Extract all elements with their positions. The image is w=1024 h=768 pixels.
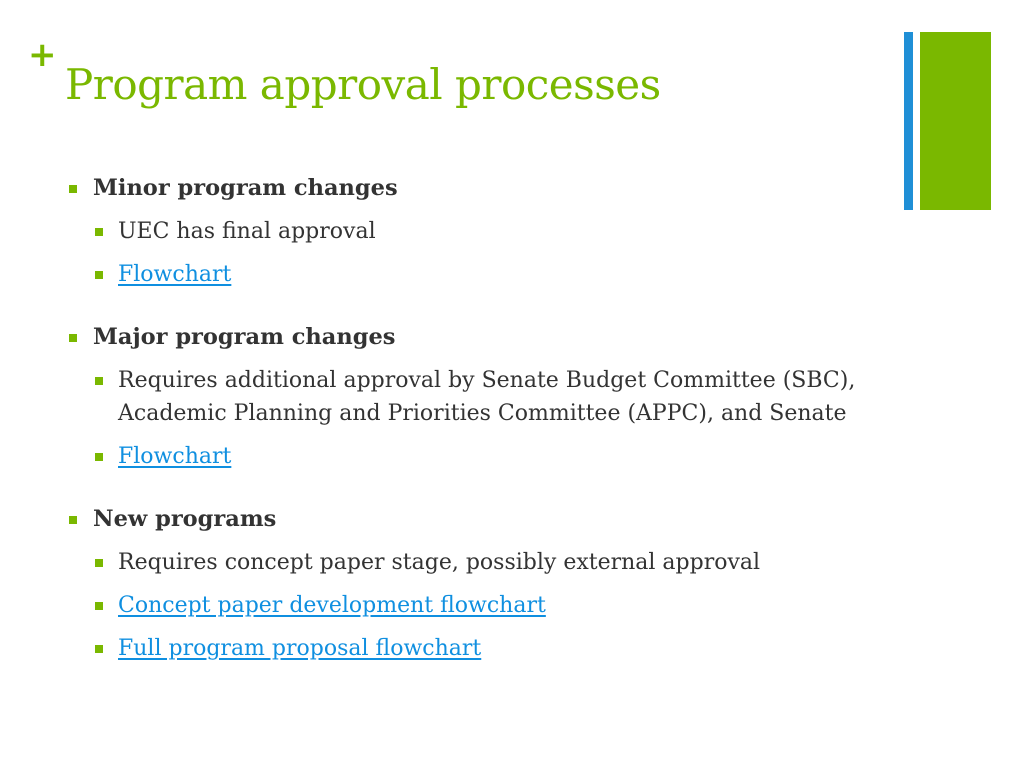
square-bullet-icon — [69, 334, 77, 342]
square-bullet-icon — [95, 559, 103, 567]
square-bullet-icon — [69, 185, 77, 193]
concept-paper-flowchart-link[interactable]: Concept paper development flowchart — [118, 593, 546, 618]
list-item-new-link-full — [68, 632, 898, 665]
list-item-minor-heading — [68, 172, 898, 205]
major-flowchart-link[interactable]: Flowchart — [118, 444, 232, 469]
slide-title: Program approval processes — [65, 60, 661, 109]
item-text: Requires additional approval by Senate Budget Committee (SBC), Academic Planning and Priorities Committee (APPC), and Senate — [118, 368, 856, 426]
decorative-green-block — [920, 32, 991, 210]
square-bullet-icon — [95, 377, 103, 385]
list-item-major-heading — [68, 321, 898, 354]
decorative-blue-bar — [904, 32, 913, 210]
square-bullet-icon — [95, 645, 103, 653]
list-item-minor-link — [68, 258, 898, 291]
square-bullet-icon — [95, 271, 103, 279]
list-item-new-heading — [68, 503, 898, 536]
list-item-major-link — [68, 440, 898, 473]
section-heading: New programs — [93, 506, 277, 532]
list-item-major-detail — [68, 364, 898, 430]
list-item-new-link-concept — [68, 589, 898, 622]
square-bullet-icon — [95, 228, 103, 236]
list-item-new-detail — [68, 546, 898, 579]
full-proposal-flowchart-link[interactable]: Full program proposal flowchart — [118, 636, 482, 661]
square-bullet-icon — [69, 516, 77, 524]
plus-icon: + — [28, 35, 57, 75]
item-text: UEC has final approval — [118, 219, 376, 244]
minor-flowchart-link[interactable]: Flowchart — [118, 262, 232, 287]
list-item-minor-detail — [68, 215, 898, 248]
bullet-list — [68, 172, 898, 665]
square-bullet-icon — [95, 602, 103, 610]
item-text: Requires concept paper stage, possibly external approval — [118, 550, 761, 575]
section-heading: Minor program changes — [93, 175, 398, 201]
section-heading: Major program changes — [93, 324, 396, 350]
square-bullet-icon — [95, 453, 103, 461]
